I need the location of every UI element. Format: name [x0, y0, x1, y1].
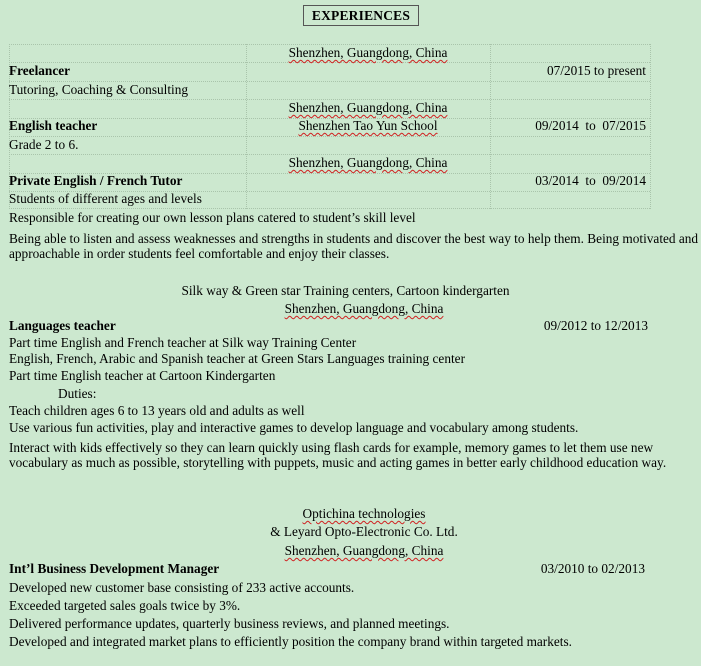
grid-line — [9, 136, 650, 137]
job-detail-line: Part time English and French teacher at Silk way Training Center — [9, 335, 357, 350]
job-employer-line1: Optichina technologies — [302, 506, 426, 521]
section-title: EXPERIENCES — [303, 5, 419, 26]
job-detail-line: Delivered performance updates, quarterly business reviews, and planned meetings. — [9, 616, 450, 631]
job-employer-wrap — [9, 506, 701, 522]
job-position: English teacher — [9, 118, 98, 133]
job-location: Shenzhen, Guangdong, China — [288, 45, 448, 60]
job-position: Private English / French Tutor — [9, 173, 183, 188]
job-detail-line: English, French, Arabic and Spanish teacher at Green Stars Languages training center — [9, 351, 466, 366]
job-position: Int’l Business Development Manager — [9, 561, 220, 576]
job-detail-line: Responsible for creating our own lesson plans catered to student’s skill level — [9, 210, 416, 225]
grid-line — [650, 44, 651, 209]
job-detail-line: Developed and integrated market plans to efficiently position the company brand within targeted markets. — [9, 634, 572, 649]
job-location: Shenzhen, Guangdong, China — [284, 301, 444, 316]
job-position: Freelancer — [9, 63, 71, 78]
job-detail-paragraph: Being able to listen and assess weaknesses and strengths in students and discover the best way to help them. Being motivated and approachable in order students feel comfortable and enjoy their classes. — [9, 231, 699, 261]
job-location: Shenzhen, Guangdong, China — [284, 543, 444, 558]
job-location-wrap — [9, 301, 701, 317]
job-dates: 07/2015 to present — [547, 63, 646, 78]
job-employer-line2: & Leyard Opto-Electronic Co. Ltd. — [270, 524, 458, 539]
job-dates: 09/2012 to 12/2013 — [543, 318, 648, 333]
job-detail-line: Exceeded targeted sales goals twice by 3%. — [9, 598, 241, 613]
job-dates: 03/2014 to 09/2014 — [535, 173, 646, 188]
job-description: Students of different ages and levels — [9, 191, 202, 206]
job-dates: 03/2010 to 02/2013 — [540, 561, 645, 576]
grid-line — [9, 208, 650, 209]
job-description: Tutoring, Coaching & Consulting — [9, 82, 189, 97]
job-detail-line: Developed new customer base consisting of 233 active accounts. — [9, 580, 355, 595]
job-dates: 09/2014 to 07/2015 — [535, 118, 646, 133]
job-description: Grade 2 to 6. — [9, 137, 79, 152]
job-employer: Silk way & Green star Training centers, Cartoon kindergarten — [181, 283, 510, 298]
duties-label: Duties: — [58, 386, 97, 401]
job-location: Shenzhen, Guangdong, China — [288, 100, 448, 115]
duty-paragraph: Interact with kids effectively so they can learn quickly using flash cards for example, memory games to let them use new vocabulary as much as possible, storytelling with puppets, music and acting games in better early childhood education way. — [9, 440, 667, 470]
duty-line: Use various fun activities, play and interactive games to develop language and vocabulary among students. — [9, 420, 579, 435]
job-employer: Shenzhen Tao Yun School — [298, 118, 438, 133]
job-position: Languages teacher — [9, 318, 116, 333]
job-location-wrap — [9, 543, 701, 559]
job-location: Shenzhen, Guangdong, China — [288, 155, 448, 170]
job-detail-line: Part time English teacher at Cartoon Kindergarten — [9, 368, 276, 383]
duty-line: Teach children ages 6 to 13 years old and adults as well — [9, 403, 305, 418]
